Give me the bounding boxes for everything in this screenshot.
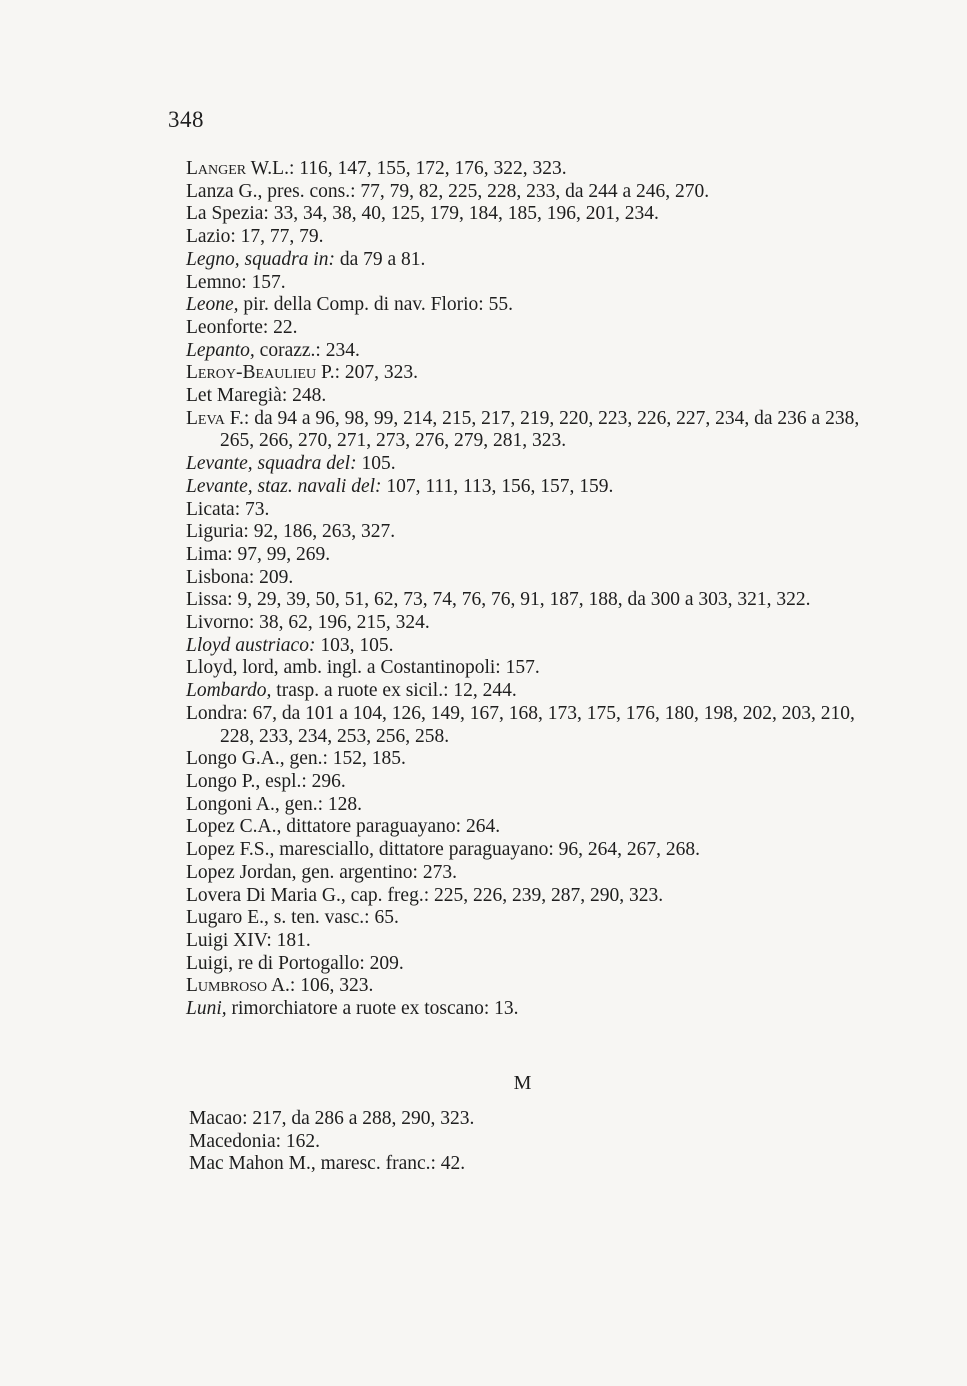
- entry-references: : 248.: [281, 385, 327, 407]
- index-entry: [186, 748, 876, 771]
- entry-heading: Legno, squadra in:: [186, 248, 335, 270]
- index-entry: [189, 1108, 879, 1131]
- index-entry: [186, 794, 876, 817]
- entry-references: G., cap. freg.: 225, 226, 239, 287, 290, 323.: [317, 884, 664, 906]
- index-entry: [186, 294, 876, 317]
- index-entry: [186, 385, 876, 408]
- entry-heading: Londra: [186, 702, 243, 724]
- index-list-m: [189, 1108, 879, 1176]
- entry-references: : 157.: [241, 271, 286, 293]
- entry-references: A.: 106, 323.: [267, 975, 374, 997]
- index-entry: [186, 249, 876, 272]
- entry-references: A., gen.: 128.: [252, 793, 363, 815]
- entry-heading: Leva: [186, 407, 225, 429]
- index-entry: [186, 816, 876, 839]
- entry-heading: Luigi XIV: [186, 929, 267, 951]
- entry-heading: Licata: [186, 498, 235, 520]
- index-entry: [186, 544, 876, 567]
- index-entry: [186, 612, 876, 635]
- index-entry: [186, 953, 876, 976]
- entry-heading: Lloyd: [186, 657, 233, 679]
- entry-heading: Lepanto,: [186, 339, 255, 361]
- entry-references: trasp. a ruote ex sicil.: 12, 244.: [271, 680, 517, 702]
- entry-references: P., espl.: 296.: [236, 770, 346, 792]
- section-letter: M: [513, 1072, 532, 1094]
- entry-heading: Lisbona: [186, 566, 249, 588]
- entry-heading: Lombardo,: [186, 680, 272, 702]
- entry-heading: Let Maregià: [186, 385, 282, 407]
- entry-references: W.L.: 116, 147, 155, 172, 176, 322, 323.: [246, 158, 567, 179]
- entry-heading: Luni,: [186, 998, 227, 1020]
- index-entry: [186, 589, 876, 612]
- entry-heading: Livorno: [186, 612, 249, 634]
- index-entry: [186, 203, 876, 226]
- entry-references: , gen. argentino: 273.: [291, 861, 457, 883]
- index-entry: [186, 930, 876, 953]
- index-entry: [186, 885, 876, 908]
- index-entry: [186, 521, 876, 544]
- entry-references: : 38, 62, 196, 215, 324.: [248, 612, 430, 634]
- entry-heading: Mac Mahon: [189, 1153, 284, 1175]
- entry-heading: Leroy-Beaulieu: [186, 362, 317, 384]
- entry-heading: Lloyd austriaco:: [186, 634, 316, 656]
- index-entry: [186, 362, 876, 385]
- index-list-l: [186, 158, 876, 1021]
- entry-heading: Longoni: [186, 793, 253, 815]
- index-entry: [189, 1131, 879, 1154]
- entry-heading: Lugaro: [186, 907, 243, 929]
- index-entry: [186, 998, 876, 1021]
- index-entry: [186, 317, 876, 340]
- entry-references: , re di Portogallo: 209.: [228, 952, 404, 974]
- index-entry: [186, 907, 876, 930]
- entry-heading: Lazio: [186, 226, 231, 248]
- entry-references: : 209.: [248, 566, 294, 588]
- entry-heading: Langer: [186, 158, 247, 179]
- index-entry: [186, 703, 876, 748]
- entry-references: : 67, da 101 a 104, 126, 149, 167, 168, 173, 175, 176, 180, 198, 202, 203, 210, 228, 233, 234, 253, 256, 258.: [220, 702, 855, 747]
- index-entry: [186, 862, 876, 885]
- entry-references: da 79 a 81.: [334, 248, 426, 270]
- entry-references: : 181.: [266, 929, 311, 951]
- entry-heading: Luigi: [186, 952, 229, 974]
- entry-references: P.: 207, 323.: [316, 362, 419, 384]
- entry-heading: Lemno: [186, 271, 242, 293]
- index-entry: [186, 567, 876, 590]
- entry-references: C.A., dittatore paraguayano: 264.: [234, 816, 501, 838]
- entry-heading: Lissa: [186, 589, 228, 611]
- entry-heading: Lopez Jordan: [186, 861, 292, 883]
- index-entry: [186, 226, 876, 249]
- entry-references: rimorchiatore a ruote ex toscano: 13.: [226, 998, 519, 1020]
- entry-heading: Lovera Di Maria: [186, 884, 318, 906]
- entry-heading: Lopez: [186, 839, 235, 861]
- entry-references: 105.: [356, 453, 396, 475]
- index-entry: [186, 453, 876, 476]
- index-entry: [186, 635, 876, 658]
- index-entry: [189, 1153, 879, 1176]
- entry-references: : 22.: [262, 316, 298, 338]
- entry-heading: Longo: [186, 748, 237, 770]
- entry-references: : 92, 186, 263, 327.: [243, 521, 396, 543]
- entry-references: G., pres. cons.: 77, 79, 82, 225, 228, 233, da 244 a 246, 270.: [233, 180, 710, 202]
- entry-references: 107, 111, 113, 156, 157, 159.: [381, 475, 614, 497]
- entry-references: F.S., maresciallo, dittatore paraguayano: 96, 264, 267, 268.: [234, 839, 700, 861]
- index-entry: [186, 158, 876, 181]
- index-entry: [186, 181, 876, 204]
- entry-heading: Lanza: [186, 180, 234, 202]
- entry-references: : 217, da 286 a 288, 290, 323.: [242, 1108, 475, 1129]
- index-entry: [186, 657, 876, 680]
- entry-references: E., s. ten. vasc.: 65.: [242, 907, 399, 929]
- entry-references: , lord, amb. ingl. a Costantinopoli: 157.: [232, 657, 540, 679]
- entry-heading: Liguria: [186, 521, 244, 543]
- page-number: 348: [168, 107, 204, 132]
- entry-heading: Lumbroso: [186, 975, 268, 997]
- index-entry: [186, 680, 876, 703]
- entry-references: F.: da 94 a 96, 98, 99, 214, 215, 217, 219, 220, 223, 226, 227, 234, da 236 a 238, 265, 266, 270, 271, 273, 276, 279, 281, 323.: [220, 407, 860, 452]
- index-entry: [186, 975, 876, 998]
- index-entry: [186, 340, 876, 363]
- index-entry: [186, 499, 876, 522]
- entry-heading: Macedonia: [189, 1130, 276, 1152]
- entry-references: : 33, 34, 38, 40, 125, 179, 184, 185, 196, 201, 234.: [263, 203, 659, 225]
- entry-heading: Lopez: [186, 816, 235, 838]
- entry-heading: Levante, squadra del:: [186, 453, 357, 475]
- entry-references: G.A., gen.: 152, 185.: [236, 748, 406, 770]
- entry-references: M., maresc. franc.: 42.: [283, 1153, 466, 1175]
- entry-references: corazz.: 234.: [254, 339, 360, 361]
- entry-heading: Lima: [186, 543, 228, 565]
- entry-heading: Longo: [186, 770, 237, 792]
- index-entry: [186, 476, 876, 499]
- entry-references: : 73.: [234, 498, 270, 520]
- entry-references: 103, 105.: [315, 634, 394, 656]
- entry-references: : 9, 29, 39, 50, 51, 62, 73, 74, 76, 76, 91, 187, 188, da 300 a 303, 321, 322.: [227, 589, 811, 611]
- entry-heading: Leonforte: [186, 316, 263, 338]
- entry-references: pir. della Comp. di nav. Florio: 55.: [238, 294, 513, 316]
- entry-heading: Levante, staz. navali del:: [186, 475, 382, 497]
- entry-references: : 162.: [275, 1130, 321, 1152]
- entry-heading: La Spezia: [186, 203, 264, 225]
- entry-references: : 17, 77, 79.: [230, 226, 324, 248]
- entry-heading: Macao: [189, 1108, 243, 1129]
- index-entry: [186, 272, 876, 295]
- index-entry: [186, 408, 876, 453]
- index-entry: [186, 839, 876, 862]
- index-entry: [186, 771, 876, 794]
- entry-heading: Leone,: [186, 294, 239, 316]
- entry-references: : 97, 99, 269.: [227, 543, 331, 565]
